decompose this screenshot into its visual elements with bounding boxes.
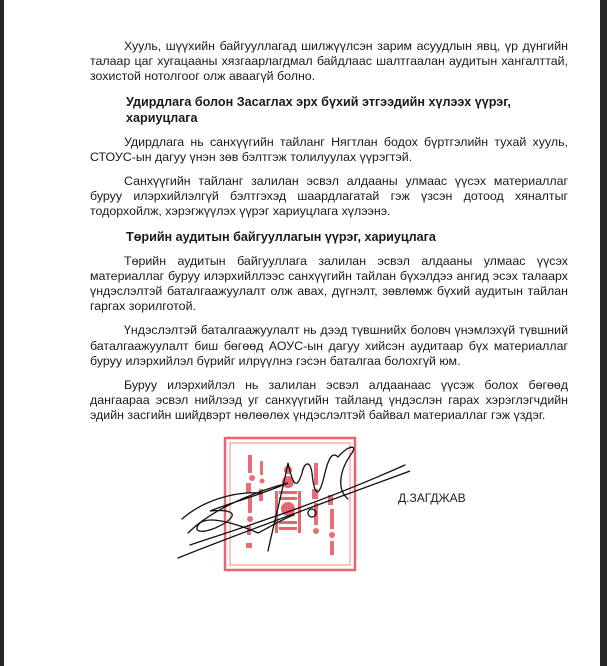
heading-management-responsibility: Удирдлага болон Засаглах эрх бүхий этгээдийн хүлээх үүрэг, хариуцлага: [126, 94, 511, 125]
paragraph-law-matters: Хууль, шүүхийн байгууллагад шилжүүлсэн зарим асуудлын явц, үр дүнгийн талаар цаг хугацааны хязгаарлагдмал байдлаас шалтгаалан аудитын хангалттай, зохистой нотолгоог олж аваагүй болно.: [90, 39, 568, 84]
paragraph-misstatement: Буруу илэрхийлэл нь залилан эсвэл алдаанаас үүсэж болох бөгөөд дангаараа эсвэл нийлээд уг санхүүгийн тайланд үндэслэн гарах хэрэглэгчдийн эдийн засгийн шийдвэрт нөлөөлөх үндэслэлтэй байвал материаллаг гэж үздэг.: [90, 378, 568, 423]
heading-audit-responsibility: Төрийн аудитын байгууллагын үүрэг, хариуцлага: [126, 229, 436, 244]
handwritten-signature: [170, 433, 410, 563]
paragraph-reasonable-assurance: Үндэслэлтэй баталгаажуулалт нь дээд түвшнийх боловч үнэмлэхүй түвшний баталгаажуулалт биш бөгөөд АОУС-ын дагуу хийсэн аудитаар бүх материаллаг буруу илэрхийлэл бүрийг илрүүлнэ гэсэн баталгаа болохгүй юм.: [90, 323, 568, 368]
paragraph-management-duty: Удирдлага нь санхүүгийн тайланг Нягтлан бодох бүртгэлийн тухай хууль, СТОУС-ын дагуу үнэн зөв бэлтгэж толилуулах үүрэгтэй.: [90, 134, 568, 164]
paragraph-audit-objective: Төрийн аудитын байгууллага залилан эсвэл алдааны улмаас үүсэх материаллаг буруу илэрхийллээс санхүүгийн тайлан бүхэлдээ ангид эсэх талаарх үндэслэлтэй баталгаажуулалт олж авах, дүгнэлт, зөвлөмж бүхий аудитын тайлан гаргах зорилготой.: [90, 253, 568, 314]
signatory-name: Д.ЗАГДЖАВ: [398, 490, 466, 505]
paragraph-internal-control: Санхүүгийн тайланг залилан эсвэл алдааны улмаас үүсэх материаллаг буруу илэрхийлэлгүй бэлтгэхэд шаардлагатай гэж үзсэн дотоод хяналтыг тодорхойлж, хэрэгжүүлэх үүрэг хариуцлага хүлээнэ.: [90, 174, 568, 219]
signature-block: [90, 433, 568, 583]
document-body: [90, 39, 568, 583]
